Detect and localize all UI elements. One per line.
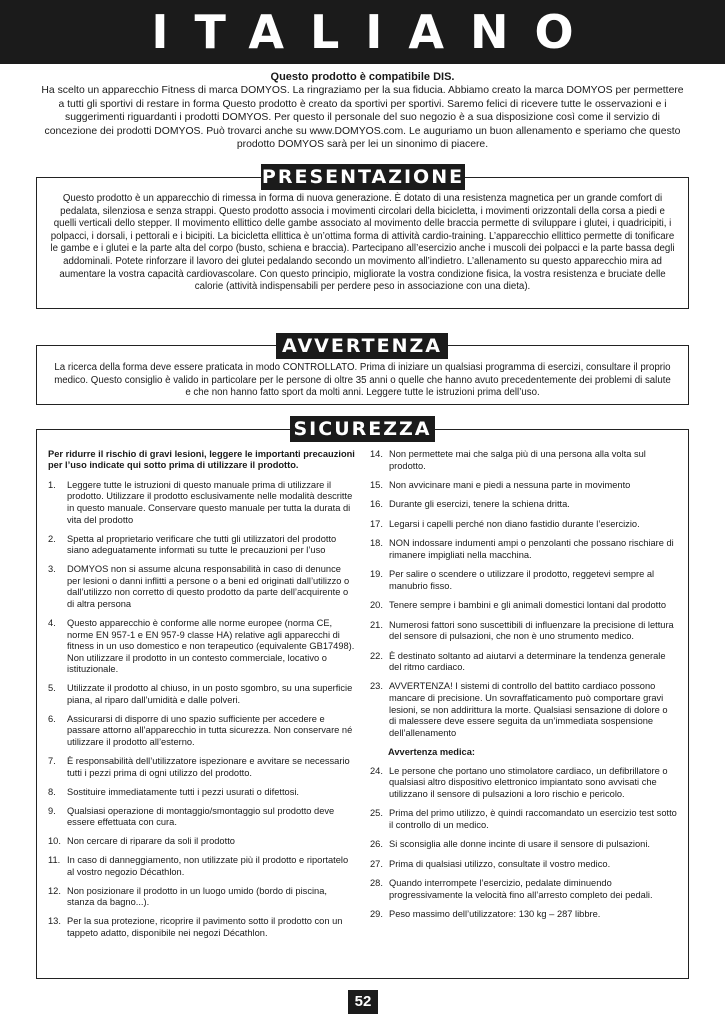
safety-item bbox=[370, 519, 677, 531]
safety-item-number: 12. bbox=[48, 885, 61, 896]
intro-text: Ha scelto un apparecchio Fitness di marca DOMYOS. La ringraziamo per la sua fiducia. Abbiamo creato la marca DOMYOS per permettere a tutti gli sportivi di restare in forma Questo prodotto è creato da sportivi per sportivi. Saremo felici di ricevere tutte le osservazioni e i suggerimenti riguardanti i prodotti DOMYOS. Per questo il personale del suo negozio è a sua disposizione così come il servizio di concezione dei prodotti DOMYOS. Può trovarci anche su www.DOMYOS.com. Le auguriamo un buon allenamento e speriamo che questo prodotto DOMYOS sarà per lei un sinonimo di piacere. bbox=[41, 85, 684, 150]
safety-item bbox=[370, 651, 677, 674]
safety-item-text: Prima di qualsiasi utilizzo, consultate il vostro medico. bbox=[389, 858, 611, 869]
safety-item-text: Per salire o scendere o utilizzare il prodotto, reggetevi sempre al manubrio fisso. bbox=[389, 569, 655, 591]
safety-item-text: AVVERTENZA! I sistemi di controllo del battito cardiaco possono mancare di precisione. Un sovraffaticamento può comportare gravi lesioni, se non addirittura la morte. Qualsiasi sensazione di dolore o di malessere deve essere seguita da un’immediata sospensione dell’allenamento bbox=[389, 681, 668, 738]
intro-heading: Questo prodotto è compatibile DIS. bbox=[270, 71, 455, 83]
safety-item-number: 23. bbox=[370, 681, 383, 692]
presentazione-text: Questo prodotto è un apparecchio di rimessa in forma di nuova generazione. È dotato di una resistenza magnetica per un grande comfort di pedalata, silenziosa e senza strappi. Questo prodotto associa i movimenti circolari della bicicletta, i movimenti orizzontali della corsa a piedi e quelli verticali dello stepper. Il movimento ellittico delle gambe associato al movimento delle braccia permette di sviluppare i glutei, i quadricipiti, i polpacci, i dorsali, i pettorali e i bicipiti. La bicicletta ellittica è un’ottima forma di attività cardio-training. L’apparecchio ellittico permette di tonificare le gambe e i glutei e la parte alta del corpo (busto, schiena e braccia). Partecipano all’esercizio anche i muscoli dei polpacci e la parte bassa degli addominali. Potete rinforzare il lavoro dei glutei pedalando secondo un movimento all’indietro. L’allenamento su questo apparecchio mira ad aumentare la vostra capacità cardiovascolare. Con questo principio, migliorate la vostra condizione fisica, la vostra resistenza e bruciate delle calorie (attività indispensabili per perdere peso in associazione con una dieta). bbox=[50, 193, 675, 293]
safety-item-text: Peso massimo dell’utilizzatore: 130 kg – 287 libbre. bbox=[389, 909, 601, 920]
safety-item-text: Non posizionare il prodotto in un luogo umido (bordo di piscina, stanza da bagno...). bbox=[67, 885, 327, 908]
safety-item-number: 13. bbox=[48, 916, 61, 927]
safety-item bbox=[48, 714, 356, 749]
safety-item-text: È destinato soltanto ad aiutarvi a determinare la tendenza generale del ritmo cardiaco. bbox=[389, 650, 666, 673]
safety-item bbox=[48, 855, 356, 878]
avvertenza-text: La ricerca della forma deve essere praticata in modo CONTROLLATO. Prima di iniziare un qualsiasi programma di esercizi, consultare il proprio medico. Questo consiglio è valido in particolare per le persone di oltre 35 anni o quelle che hanno avuto precedentemente dei problemi di salute e che non hanno fatto sport da molti anni. Leggere tutte le istruzioni prima dell’uso. bbox=[54, 362, 671, 399]
safety-item bbox=[48, 806, 356, 829]
safety-item-text: Spetta al proprietario verificare che tutti gli utilizzatori del prodotto siano adeguatamente informati su tutte le precauzioni per l’uso bbox=[67, 533, 337, 556]
safety-item-number: 15. bbox=[370, 479, 383, 490]
safety-item bbox=[370, 600, 677, 612]
safety-item bbox=[370, 909, 677, 921]
safety-item-text: Non avvicinare mani e piedi a nessuna parte in movimento bbox=[389, 479, 631, 490]
safety-item bbox=[48, 916, 356, 939]
safety-item-text: Qualsiasi operazione di montaggio/smontaggio sul prodotto deve essere effettuata con cura. bbox=[67, 805, 335, 828]
intro-section bbox=[40, 70, 685, 152]
safety-item bbox=[370, 480, 677, 492]
safety-item bbox=[370, 449, 677, 472]
sicurezza-right-column bbox=[370, 449, 677, 929]
safety-item bbox=[48, 618, 356, 676]
safety-list-medical bbox=[370, 766, 677, 921]
sicurezza-left-column bbox=[48, 449, 356, 947]
safety-item-text: Non cercare di riparare da soli il prodotto bbox=[67, 836, 235, 847]
safety-item-number: 25. bbox=[370, 808, 383, 819]
safety-item-number: 22. bbox=[370, 650, 383, 661]
safety-item-text: È responsabilità dell’utilizzatore ispezionare e avvitare se necessario tutti i pezzi prima di ogni utilizzo del prodotto. bbox=[67, 756, 350, 778]
safety-list-right bbox=[370, 449, 677, 739]
safety-item-text: In caso di danneggiamento, non utilizzate più il prodotto e riportatelo al vostro negozio Décathlon. bbox=[67, 855, 349, 877]
safety-item-number: 9. bbox=[48, 805, 56, 816]
medical-warning-heading: Avvertenza medica: bbox=[388, 747, 475, 758]
safety-item-number: 3. bbox=[48, 564, 56, 575]
safety-item bbox=[370, 808, 677, 831]
safety-item bbox=[48, 787, 356, 799]
safety-item-number: 5. bbox=[48, 683, 56, 694]
safety-item-text: Tenere sempre i bambini e gli animali domestici lontani dal prodotto bbox=[389, 600, 666, 611]
safety-item-number: 14. bbox=[370, 449, 383, 459]
safety-item-number: 19. bbox=[370, 569, 383, 580]
safety-item-text: Legarsi i capelli perché non diano fastidio durante l’esercizio. bbox=[389, 518, 640, 529]
safety-item bbox=[48, 836, 356, 848]
safety-item-number: 27. bbox=[370, 858, 383, 869]
safety-item bbox=[48, 480, 356, 526]
safety-item-text: Non permettete mai che salga più di una persona alla volta sul prodotto. bbox=[389, 449, 646, 471]
safety-item bbox=[370, 569, 677, 592]
safety-item-text: Assicurarsi di disporre di uno spazio sufficiente per accedere e passare attorno all’apparecchio in tutta sicurezza. Non conservare né utilizzare il prodotto all’esterno. bbox=[67, 713, 353, 748]
safety-item-number: 1. bbox=[48, 479, 56, 490]
safety-item-text: Durante gli esercizi, tenere la schiena dritta. bbox=[389, 499, 570, 510]
safety-item-text: Leggere tutte le istruzioni di questo manuale prima di utilizzare il prodotto. Utilizzare il prodotto esclusivamente nelle modalità descritte in questo manuale. Conservare questo manuale per tutta la durata di vita del prodotto bbox=[67, 479, 353, 525]
safety-item bbox=[48, 564, 356, 610]
safety-item-number: 10. bbox=[48, 836, 61, 847]
page-title: ITALIANO bbox=[151, 5, 600, 59]
safety-item bbox=[370, 878, 677, 901]
safety-item-number: 11. bbox=[48, 855, 61, 866]
safety-item-number: 17. bbox=[370, 518, 383, 529]
safety-item bbox=[370, 681, 677, 739]
safety-item bbox=[370, 839, 677, 851]
safety-item-number: 29. bbox=[370, 909, 383, 920]
safety-item bbox=[370, 499, 677, 511]
avvertenza-title: AVVERTENZA bbox=[276, 333, 448, 359]
safety-item-text: Per la sua protezione, ricoprire il pavimento sotto il prodotto con un tappeto adatto, disponibile nei negozi Décathlon. bbox=[67, 916, 343, 938]
sicurezza-lead: Per ridurre il rischio di gravi lesioni, leggere le importanti precauzioni per l’uso indicate qui sotto prima di utilizzare il prodotto. bbox=[48, 449, 355, 471]
safety-list-left bbox=[48, 480, 356, 940]
safety-item-text: DOMYOS non si assume alcuna responsabilità in caso di denunce per lesioni o danni inflitti a persone o a beni ed originati dall’utilizzo o dall’utilizzo non corretto di questo prodotto da parte dell’acquirente o di altra persona bbox=[67, 564, 350, 609]
safety-item-number: 2. bbox=[48, 533, 56, 544]
safety-item bbox=[370, 538, 677, 561]
safety-item-text: NON indossare indumenti ampi o penzolanti che possano rischiare di rimanere impigliati nella macchina. bbox=[389, 538, 674, 560]
safety-item-text: Le persone che portano uno stimolatore cardiaco, un defibrillatore o qualsiasi altro dispositivo elettronico impiantato sono avvisati che utilizzano il sensore di pulsazioni a loro rischio e pericolo. bbox=[389, 765, 668, 800]
presentazione-title: PRESENTAZIONE bbox=[261, 166, 465, 188]
safety-item-number: 28. bbox=[370, 878, 383, 889]
safety-item bbox=[48, 886, 356, 909]
safety-item bbox=[370, 766, 677, 801]
safety-item-text: Si sconsiglia alle donne incinte di usare il sensore di pulsazioni. bbox=[389, 839, 650, 850]
safety-item-text: Prima del primo utilizzo, è quindi raccomandato un esercizio test sotto il controllo di un medico. bbox=[389, 808, 677, 831]
safety-item-text: Numerosi fattori sono suscettibili di influenzare la precisione di lettura del sensore di pulsazioni, che non è uno strumento medico. bbox=[389, 619, 674, 642]
safety-item-text: Utilizzate il prodotto al chiuso, in un posto sgombro, su una superficie piana, al riparo dall’umidità e dalle polveri. bbox=[67, 683, 353, 705]
safety-item bbox=[48, 534, 356, 557]
safety-item-number: 16. bbox=[370, 499, 383, 510]
safety-item-number: 18. bbox=[370, 538, 383, 549]
safety-item-number: 24. bbox=[370, 765, 383, 776]
safety-item-number: 6. bbox=[48, 713, 56, 724]
safety-item-number: 20. bbox=[370, 600, 383, 611]
safety-item-number: 7. bbox=[48, 756, 56, 767]
safety-item-number: 21. bbox=[370, 619, 383, 630]
safety-item-number: 4. bbox=[48, 617, 56, 628]
safety-item bbox=[48, 683, 356, 706]
safety-item bbox=[48, 756, 356, 779]
safety-item-text: Sostituire immediatamente tutti i pezzi usurati o difettosi. bbox=[67, 786, 300, 797]
safety-item-text: Questo apparecchio è conforme alle norme europee (norma CE, norme EN 957-1 e EN 957-9 classe HA) relative agli apparecchi di fitness in un uso domestico e non terapeutico (equivalente GB17498). Non utilizzare il prodotto in un contesto commerciale, locativo o istituzionale. bbox=[67, 617, 355, 675]
sicurezza-title: SICUREZZA bbox=[290, 416, 435, 442]
safety-item-text: Quando interrompete l’esercizio, pedalate diminuendo progressivamente la velocità fino all’arresto completo dei pedali. bbox=[389, 878, 653, 900]
safety-item-number: 8. bbox=[48, 786, 56, 797]
safety-item bbox=[370, 620, 677, 643]
page-number: 52 bbox=[348, 990, 378, 1014]
safety-item bbox=[370, 859, 677, 871]
safety-item-number: 26. bbox=[370, 839, 383, 850]
